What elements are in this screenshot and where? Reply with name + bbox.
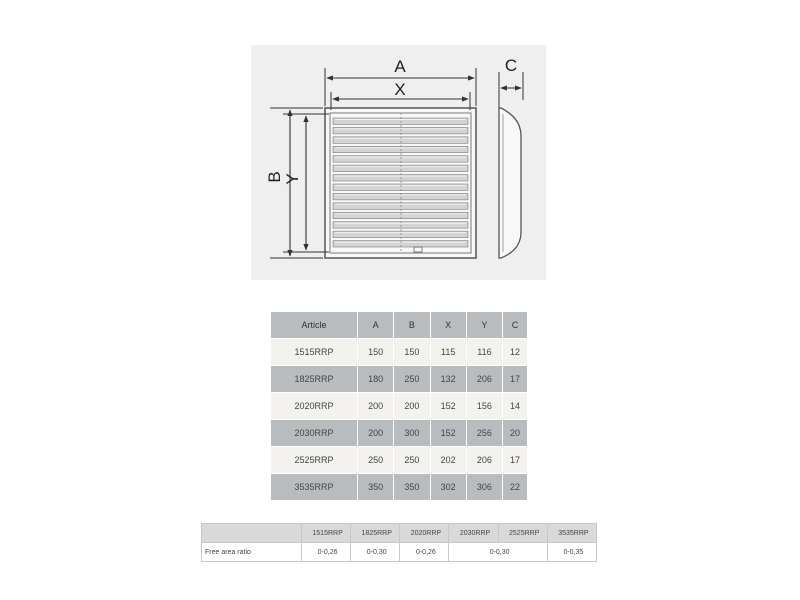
cell-a: 180: [358, 366, 394, 393]
grille-slat: [333, 175, 468, 181]
grille-slat: [333, 184, 468, 190]
cell-x: 152: [430, 420, 466, 447]
grille-slat: [333, 146, 468, 152]
free-area-table: [201, 523, 597, 562]
cell-b: 200: [394, 393, 430, 420]
cell-y: 206: [466, 447, 502, 474]
cell-y: 256: [466, 420, 502, 447]
free-area-value: 0-0,35: [547, 543, 596, 562]
grille-slat: [333, 165, 468, 171]
cell-x: 152: [430, 393, 466, 420]
free-area-header: 2020RRP: [400, 524, 449, 543]
cell-article: 3535RRP: [271, 474, 358, 501]
grille-slat: [333, 203, 468, 209]
label-a: A: [394, 57, 406, 76]
header-a: A: [358, 312, 394, 339]
dimensions-table: [270, 311, 528, 501]
free-area-header: 2525RRP: [498, 524, 547, 543]
label-x: X: [394, 80, 406, 99]
table-row: [271, 366, 528, 393]
cell-a: 350: [358, 474, 394, 501]
free-area-value: 0-0,30: [449, 543, 547, 562]
free-area-header: 1515RRP: [302, 524, 351, 543]
grille-slat: [333, 222, 468, 228]
cell-y: 116: [466, 339, 502, 366]
cell-article: 1825RRP: [271, 366, 358, 393]
dimensions-table-header: [271, 312, 528, 339]
cell-c: 20: [503, 420, 528, 447]
header-y: Y: [466, 312, 502, 339]
cell-y: 156: [466, 393, 502, 420]
header-b: B: [394, 312, 430, 339]
cell-c: 12: [503, 339, 528, 366]
cell-x: 302: [430, 474, 466, 501]
cell-b: 250: [394, 447, 430, 474]
cell-article: 2525RRP: [271, 447, 358, 474]
grille-slat: [333, 127, 468, 133]
cell-article: 2020RRP: [271, 393, 358, 420]
free-area-row: [202, 543, 597, 562]
cell-b: 150: [394, 339, 430, 366]
header-c: C: [503, 312, 528, 339]
label-y: Y: [283, 173, 302, 185]
header-x: X: [430, 312, 466, 339]
free-area-value: 0-0,30: [351, 543, 400, 562]
grille-slat: [333, 137, 468, 143]
cell-a: 200: [358, 393, 394, 420]
cell-c: 17: [503, 366, 528, 393]
cell-a: 150: [358, 339, 394, 366]
grille-slat: [333, 231, 468, 237]
cell-y: 306: [466, 474, 502, 501]
label-c: C: [504, 56, 518, 75]
grille-slat: [333, 118, 468, 124]
grille-slat: [333, 241, 468, 247]
label-b: B: [265, 171, 284, 183]
cell-article: 1515RRP: [271, 339, 358, 366]
cell-y: 206: [466, 366, 502, 393]
cell-b: 300: [394, 420, 430, 447]
cell-article: 2030RRP: [271, 420, 358, 447]
free-area-row-label: Free area ratio: [202, 543, 302, 562]
grille-slat: [333, 212, 468, 218]
cell-c: 17: [503, 447, 528, 474]
cell-a: 250: [358, 447, 394, 474]
table-row: [271, 339, 528, 366]
cell-c: 14: [503, 393, 528, 420]
cell-x: 202: [430, 447, 466, 474]
cell-x: 115: [430, 339, 466, 366]
free-area-header: 2030RRP: [449, 524, 498, 543]
free-area-value: 0-0,26: [302, 543, 351, 562]
grille-slat: [333, 156, 468, 162]
table-row: [271, 393, 528, 420]
cell-a: 200: [358, 420, 394, 447]
grille-slat: [333, 193, 468, 199]
free-area-corner: [202, 524, 302, 543]
cell-c: 22: [503, 474, 528, 501]
cell-x: 132: [430, 366, 466, 393]
table-row: [271, 447, 528, 474]
grille-front-view: [325, 108, 476, 258]
grille-side-view: [499, 108, 521, 258]
table-row: [271, 420, 528, 447]
free-area-header-row: [202, 524, 597, 543]
cell-b: 250: [394, 366, 430, 393]
free-area-header: 1825RRP: [351, 524, 400, 543]
free-area-value: 0-0,26: [400, 543, 449, 562]
free-area-header: 3535RRP: [547, 524, 596, 543]
cell-b: 350: [394, 474, 430, 501]
table-row: [271, 474, 528, 501]
header-article: Article: [271, 312, 358, 339]
